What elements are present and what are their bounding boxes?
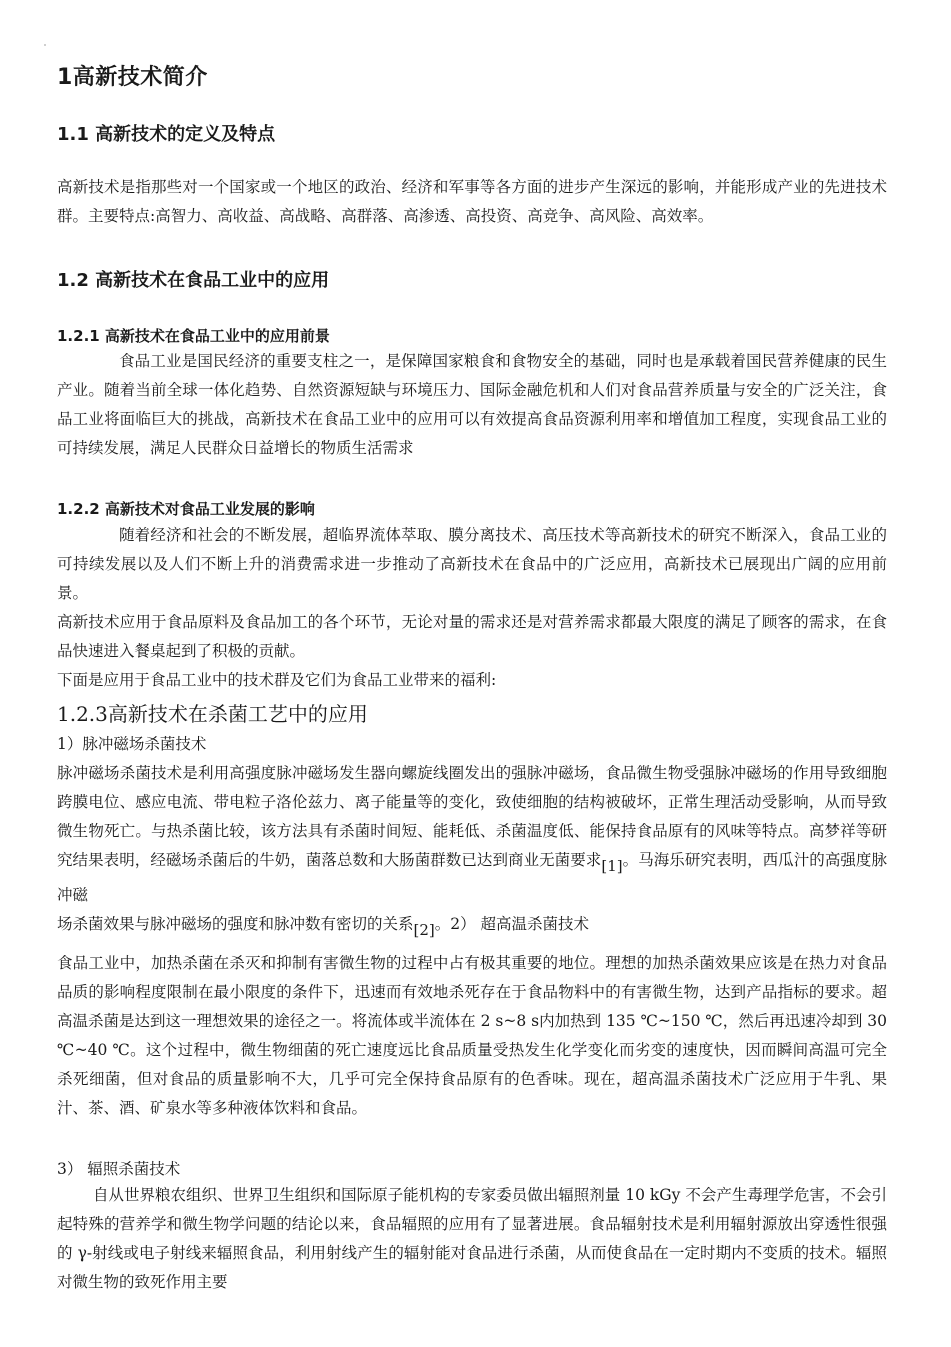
item-title-uht: 。2） 超高温杀菌技术 (434, 915, 590, 933)
paragraph-pulsed-magnetic-text: 脉冲磁场杀菌技术是利用高强度脉冲磁场发生器向螺旋线圈发出的强脉冲磁场，食品微生物受强脉冲磁场的作用导致细胞跨膜电位、感应电流、带电粒子洛伦兹力、离子能量等的变化，致使细胞的结构被破坏，正常生理活动受影响，从而导致微生物死亡。与热杀菌比较，该方法具有杀菌时间短、能耗低、杀菌温度低、能保持食品原有的风味等特点。高梦祥等研究结果表明，经磁场杀菌后的牛奶，菌落总数和大肠菌群数已达到商业无菌要求 (57, 764, 887, 869)
section-heading-1-2-2: 1.2.2 高新技术对食品工业发展的影响 (57, 500, 315, 518)
section-heading-1-1: 1.1 高新技术的定义及特点 (57, 124, 276, 145)
section-heading-1-2: 1.2 高新技术在食品工业中的应用 (57, 270, 330, 291)
section-heading-1-2-3: 1.2.3高新技术在杀菌工艺中的应用 (57, 702, 368, 726)
doc-title: 1高新技术简介 (57, 65, 208, 90)
item-title-irradiation: 3） 辐照杀菌技术 (57, 1160, 181, 1178)
section-heading-1-2-1: 1.2.1 高新技术在食品工业中的应用前景 (57, 327, 330, 345)
paragraph-application: 高新技术应用于食品原料及食品加工的各个环节，无论对量的需求还是对营养需求都最大限度的满足了顾客的需求，在食品快速进入餐桌起到了积极的贡献。 (57, 613, 887, 660)
paragraph-pulsed-magnetic-end (57, 912, 589, 939)
paragraph-pulsed-magnetic-text-3: 场杀菌效果与脉冲磁场的强度和脉冲数有密切的关系 (57, 915, 414, 933)
paragraph-irradiation: 自从世界粮农组织、世界卫生组织和国际原子能机构的专家委员做出辐照剂量 10 kGy 不会产生毒理学危害，不会引起特殊的营养学和微生物学问题的结论以来，食品辐照的应用有了显著进展。食品辐射技术是利用辐射源放出穿透性很强的 γ-射线或电子射线来辐照食品，利用射线产生的辐射能对食品进行杀菌，从而使食品在一定时期内不变质的技术。辐照对微生物的致死作用主要 (57, 1186, 887, 1291)
item-title-pulsed-magnetic: 1）脉冲磁场杀菌技术 (57, 735, 207, 753)
paragraph-uht: 食品工业中，加热杀菌在杀灭和抑制有害微生物的过程中占有极其重要的地位。理想的加热杀菌效果应该是在热力对食品品质的影响程度限制在最小限度的条件下，迅速而有效地杀死存在于食品物料中的有害微生物，达到产品指标的要求。超高温杀菌是达到这一理想效果的途径之一。将流体或半流体在 2 s~8 s内加热到 135 ℃~150 ℃，然后再迅速冷却到 30 ℃~40 ℃。这个过程中，微生物细菌的死亡速度远比食品质量受热发生化学变化而劣变的速度快，因而瞬间高温可完全杀死细菌，但对食品的质量影响不大，几乎可完全保持食品原有的色香味。现在，超高温杀菌技术广泛应用于牛乳、果汁、茶、酒、矿泉水等多种液体饮料和食品。 (57, 954, 887, 1117)
paragraph-prospect: 食品工业是国民经济的重要支柱之一，是保障国家粮食和食物安全的基础，同时也是承载着国民营养健康的民生产业。随着当前全球一体化趋势、自然资源短缺与环境压力、国际金融危机和人们对食品营养质量与安全的广泛关注，食品工业将面临巨大的挑战，高新技术在食品工业中的应用可以有效提高食品资源利用率和增值加工程度，实现食品工业的可持续发展，满足人民群众日益增长的物质生活需求 (57, 352, 887, 457)
paragraph-definition: 高新技术是指那些对一个国家或一个地区的政治、经济和军事等各方面的进步产生深远的影响，并能形成产业的先进技术群。主要特点:高智力、高收益、高战略、高群落、高渗透、高投资、高竞争、高风险、高效率。 (57, 178, 887, 225)
paragraph-impact: 随着经济和社会的不断发展，超临界流体萃取、膜分离技术、高压技术等高新技术的研究不断深入，食品工业的可持续发展以及人们不断上升的消费需求进一步推动了高新技术在食品中的广泛应用，高新技术已展现出广阔的应用前景。 (57, 526, 887, 602)
reference-1: [1] (601, 857, 623, 875)
paragraph-pulsed-magnetic (57, 759, 887, 910)
paragraph-intro-list: 下面是应用于食品工业中的技术群及它们为食品工业带来的福利: (57, 671, 497, 689)
paragraph-pulsed-magnetic-text-2: 。马海乐研究表明，西瓜汁的高强度脉冲磁 (57, 851, 887, 904)
reference-2: [2] (413, 921, 435, 939)
scan-artifact (44, 44, 46, 46)
